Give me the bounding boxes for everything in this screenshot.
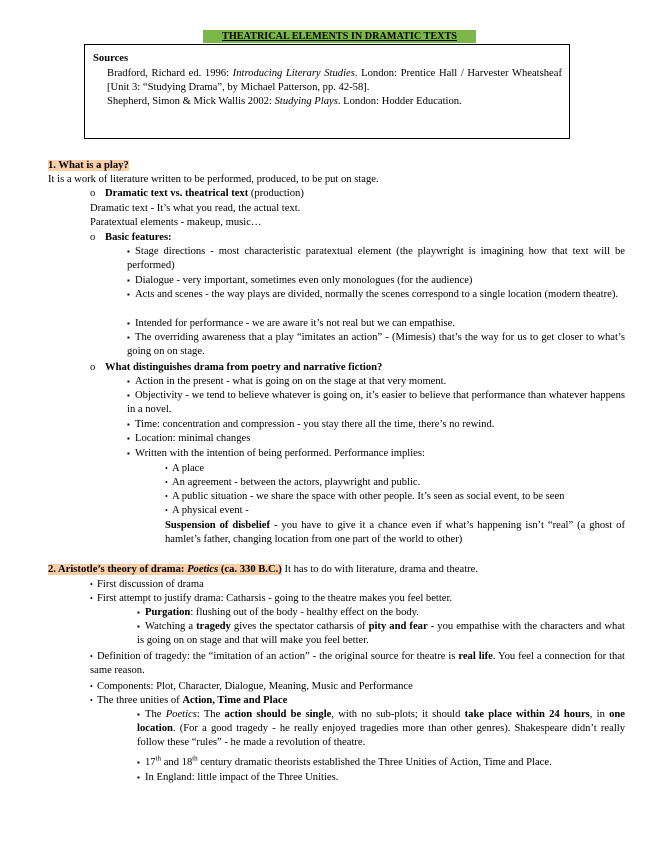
seventeenth-century-item: ▪ 17th and 18th century dramatic theorists established the Three Unities of Action, Time and Place. xyxy=(137,754,552,768)
dramatic-text-line: Dramatic text - It’s what you read, the actual text. xyxy=(90,203,301,214)
performance-agreement: • An agreement - between the actors, playwright and public. xyxy=(165,477,421,488)
section-1-heading: 1. What is a play? xyxy=(48,160,129,171)
three-unities-heading: • The three unities of Action, Time and Place xyxy=(90,695,288,706)
paratextual-line: Paratextual elements - makeup, music… xyxy=(90,217,262,228)
sources-heading: Sources xyxy=(93,53,129,64)
basic-features-heading: o Basic features: xyxy=(90,232,172,243)
performance-public: • A public situation - we share the space with other people. It’s seen as social event, to be seen xyxy=(165,491,565,502)
sources-box xyxy=(84,44,570,139)
feature-stage-directions: ▪ Stage directions - most characteristic paratextual element (the playwright is imagining how that text will be performed) xyxy=(127,246,625,271)
aristotle-first-discussion: • First discussion of drama xyxy=(90,579,204,590)
purgation-item: ▪ Purgation: flushing out of the body - healthy effect on the body. xyxy=(137,607,419,618)
components-line: • Components: Plot, Character, Dialogue, Meaning, Music and Performance xyxy=(90,681,413,692)
distinguishes-heading: o What distinguishes drama from poetry and narrative fiction? xyxy=(90,362,383,373)
distinct-action-present: ▪ Action in the present - what is going on on the stage at that very moment. xyxy=(127,376,447,387)
poetics-unities-item: ▪ The Poetics: The action should be single, with no sub-plots; it should take place within 24 hours, in one location. (For a good tragedy - he really enjoyed tragedies more than other genres). Shakespeare didn’t really follow these “rules” - he made a revolution of theatre. xyxy=(137,709,625,748)
watching-tragedy-item: ▪ Watching a tragedy gives the spectator catharsis of pity and fear - you empathise with the characters and what is going on on stage and that will make you feel better. xyxy=(137,621,625,646)
section-1-intro: It is a work of literature written to be performed, produced, to be put on stage. xyxy=(48,174,379,185)
source-shepherd: Shepherd, Simon & Mick Wallis 2002: Studying Plays. London: Hodder Education. xyxy=(107,96,462,107)
feature-acts-scenes: ▪ Acts and scenes - the way plays are divided, normally the scenes correspond to a single location (modern theatre). xyxy=(127,289,619,300)
document-title: THEATRICAL ELEMENTS IN DRAMATIC TEXTS xyxy=(203,30,476,43)
distinct-written-performed: ▪ Written with the intention of being performed. Performance implies: xyxy=(127,448,425,459)
england-item: ▪ In England: little impact of the Three Unities. xyxy=(137,772,339,783)
feature-performance: ▪ Intended for performance - we are aware it’s not real but we can empathise. xyxy=(127,318,456,329)
distinct-objectivity: ▪ Objectivity - we tend to believe whatever is going on, it’s easier to believe that performance than whatever happens in a novel. xyxy=(127,390,625,415)
feature-dialogue: ▪ Dialogue - very important, sometimes even only monologues (for the audience) xyxy=(127,275,473,286)
distinct-location: ▪ Location: minimal changes xyxy=(127,433,251,444)
feature-mimesis: ▪ The overriding awareness that a play “imitates an action” - (Mimesis) that’s the way for us to get closer to what’s going on on stage. xyxy=(127,332,625,357)
performance-physical: • A physical event - xyxy=(165,505,249,516)
aristotle-catharsis: • First attempt to justify drama: Catharsis - going to the theatre makes you feel better. xyxy=(90,593,453,604)
definition-of-tragedy: • Definition of tragedy: the “imitation of an action” - the original source for theatre is real life. You feel a connection for that same reason. xyxy=(90,651,625,676)
source-bradford: Bradford, Richard ed. 1996: Introducing Literary Studies. London: Prentice Hall / Harvester Wheatsheaf [Unit 3: “Studying Drama”, by Michael Patterson, pp. 42-58]. xyxy=(107,68,562,93)
section-2-heading: 2. Aristotle’s theory of drama: Poetics (ca. 330 B.C.) It has to do with literature, drama and theatre. xyxy=(48,564,479,575)
dramatic-vs-theatrical: o Dramatic text vs. theatrical text (production) xyxy=(90,188,304,199)
distinct-time: ▪ Time: concentration and compression - you stay there all the time, there’s no rewind. xyxy=(127,419,495,430)
suspension-of-disbelief: Suspension of disbelief - you have to give it a chance even if what’s happening isn’t “real” (a ghost of hamlet’s father, changing location from one part of the world to other) xyxy=(165,520,625,545)
performance-place: • A place xyxy=(165,463,205,474)
